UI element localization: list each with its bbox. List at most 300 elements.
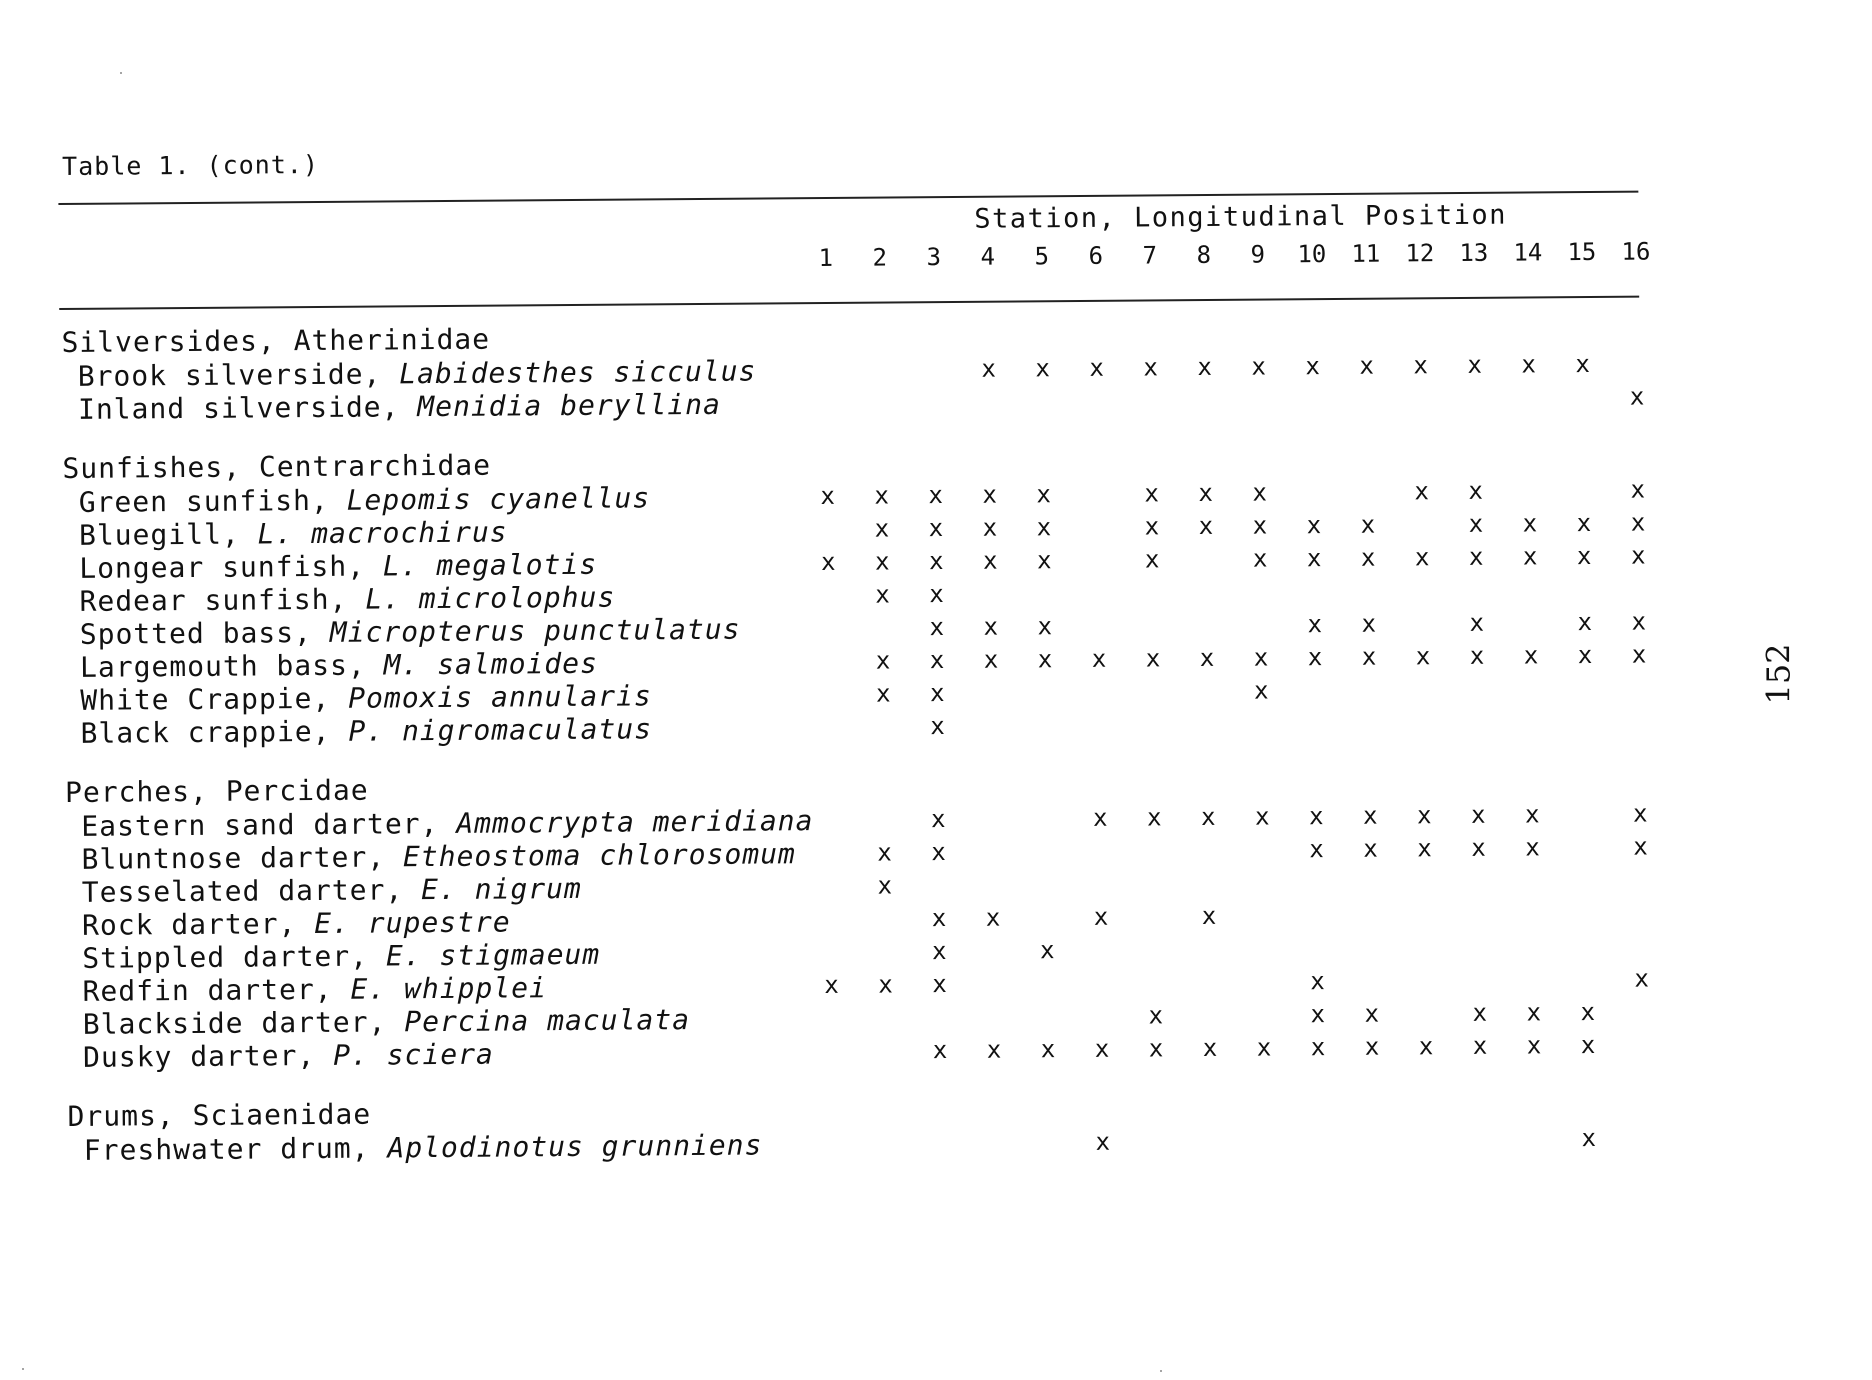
presence-mark: x xyxy=(1471,833,1486,862)
empty-cell xyxy=(1180,609,1234,642)
empty-cell xyxy=(1179,576,1233,609)
presence-mark: x xyxy=(1526,1031,1542,1060)
common-name: Redfin darter, xyxy=(82,972,351,1008)
station-number: 6 xyxy=(1088,241,1104,270)
empty-cell xyxy=(1126,609,1180,642)
presence-mark: x xyxy=(1576,541,1592,571)
station-number: 11 xyxy=(1351,239,1381,268)
presence-mark: x xyxy=(1414,477,1430,506)
empty-cell xyxy=(966,868,1020,901)
empty-cell xyxy=(1018,709,1072,742)
station-number: 15 xyxy=(1567,237,1597,267)
empty-cell xyxy=(856,611,910,644)
empty-cell xyxy=(1178,384,1232,417)
empty-cell xyxy=(1180,675,1234,708)
empty-cell xyxy=(1612,671,1666,704)
empty-cell xyxy=(802,678,856,711)
presence-mark: x xyxy=(874,547,890,576)
presence-mark: x xyxy=(985,903,1001,932)
common-name: Bluntnose darter, xyxy=(81,840,404,876)
table-caption: Table 1. (cont.) xyxy=(61,149,320,181)
empty-cell xyxy=(1342,674,1396,707)
empty-cell xyxy=(965,802,1019,835)
presence-mark: x xyxy=(1308,802,1324,831)
presence-mark: x xyxy=(1092,803,1108,832)
presence-mark: x xyxy=(1364,1032,1380,1061)
station-number: 5 xyxy=(1034,242,1050,271)
presence-mark: x xyxy=(1418,1032,1434,1061)
presence-mark: x xyxy=(931,838,946,867)
presence-mark: x xyxy=(1576,508,1592,538)
empty-cell xyxy=(1292,1124,1346,1157)
presence-mark: x xyxy=(1037,645,1053,674)
empty-cell xyxy=(968,1126,1022,1159)
empty-cell xyxy=(1128,867,1182,900)
empty-cell xyxy=(1238,1124,1292,1157)
empty-cell xyxy=(1236,932,1290,965)
empty-cell xyxy=(1396,706,1450,739)
scan-speck xyxy=(22,1368,24,1370)
presence-mark: x xyxy=(930,712,945,741)
empty-cell xyxy=(967,1000,1021,1033)
empty-cell xyxy=(1398,931,1452,964)
presence-mark: x xyxy=(1523,641,1539,670)
empty-cell xyxy=(1236,866,1290,899)
empty-cell xyxy=(1503,573,1557,606)
empty-cell xyxy=(1614,929,1668,962)
scientific-name: P. sciera xyxy=(332,1037,494,1072)
presence-mark: x xyxy=(986,1035,1002,1064)
empty-cell xyxy=(1614,863,1668,896)
empty-cell xyxy=(1504,606,1558,639)
common-name: Largemouth bass, xyxy=(79,648,384,684)
empty-cell xyxy=(1612,704,1666,737)
empty-cell xyxy=(1234,707,1288,740)
empty-cell xyxy=(1128,900,1182,933)
empty-cell xyxy=(1615,1028,1669,1061)
empty-cell xyxy=(859,1034,913,1067)
empty-cell xyxy=(1504,672,1558,705)
presence-mark: x xyxy=(824,970,839,1000)
presence-mark: x xyxy=(1094,1034,1110,1063)
empty-cell xyxy=(1288,674,1342,707)
scientific-name: E. whipplei xyxy=(350,971,548,1006)
empty-cell xyxy=(1125,576,1179,609)
empty-cell xyxy=(1396,607,1450,640)
empty-cell xyxy=(1071,478,1125,511)
station-number: 8 xyxy=(1196,240,1212,270)
empty-cell xyxy=(1508,1122,1562,1155)
empty-cell xyxy=(1341,575,1395,608)
empty-cell xyxy=(1610,347,1664,380)
scientific-name: Menidia beryllina xyxy=(417,387,722,424)
empty-cell xyxy=(1127,834,1181,867)
empty-cell xyxy=(1449,574,1503,607)
presence-mark: x xyxy=(1630,541,1646,570)
empty-cell xyxy=(801,579,855,612)
family-heading: Silversides, Atherinidae xyxy=(61,322,491,359)
presence-mark: x xyxy=(1630,508,1646,537)
station-number: 13 xyxy=(1459,238,1489,267)
presence-mark: x xyxy=(1197,352,1213,382)
station-number: 14 xyxy=(1513,238,1543,267)
empty-cell xyxy=(1071,544,1125,577)
common-name: Longear sunfish, xyxy=(79,549,383,585)
empty-cell xyxy=(1341,476,1395,509)
station-number: 4 xyxy=(980,242,996,271)
empty-cell xyxy=(1611,572,1665,605)
table-container xyxy=(58,139,1666,1167)
empty-cell xyxy=(1180,708,1234,741)
presence-mark: x xyxy=(930,805,946,834)
scientific-name: L. macrochirus xyxy=(257,515,508,551)
presence-mark: x xyxy=(1199,643,1215,673)
common-name: Inland silverside, xyxy=(77,390,418,426)
empty-cell xyxy=(1344,931,1398,964)
empty-cell xyxy=(1290,899,1344,932)
presence-mark: x xyxy=(1310,967,1325,996)
presence-mark: x xyxy=(1198,511,1214,541)
empty-cell xyxy=(1506,897,1560,930)
presence-mark: x xyxy=(1522,509,1538,538)
empty-cell xyxy=(1286,383,1340,416)
presence-mark: x xyxy=(1200,802,1216,832)
empty-cell xyxy=(1394,382,1448,415)
empty-cell xyxy=(964,709,1018,742)
common-name: Spotted bass, xyxy=(79,615,330,651)
presence-mark: x xyxy=(931,937,947,966)
scientific-name: Lepomis cyanellus xyxy=(346,481,651,517)
empty-cell xyxy=(912,869,966,902)
empty-cell xyxy=(1182,867,1236,900)
empty-cell xyxy=(1182,966,1236,999)
empty-cell xyxy=(1073,835,1127,868)
presence-mark: x xyxy=(874,481,890,510)
common-name: Bluegill, xyxy=(78,517,258,552)
empty-cell xyxy=(1557,573,1611,606)
empty-cell xyxy=(913,1001,967,1034)
presence-mark: x xyxy=(1526,998,1542,1027)
presence-mark: x xyxy=(820,547,836,577)
presence-mark: x xyxy=(1468,509,1484,538)
empty-cell xyxy=(1452,865,1506,898)
presence-mark: x xyxy=(1202,1033,1218,1063)
presence-mark: x xyxy=(1470,800,1486,829)
presence-mark: x xyxy=(1634,964,1649,993)
presence-mark: x xyxy=(1469,608,1485,637)
presence-mark: x xyxy=(1198,478,1214,508)
presence-mark: x xyxy=(1577,607,1593,637)
presence-mark: x xyxy=(875,646,891,675)
empty-cell xyxy=(1560,864,1614,897)
empty-cell xyxy=(1560,963,1614,996)
presence-mark: x xyxy=(1144,479,1160,508)
presence-mark: x xyxy=(983,645,999,674)
empty-cell xyxy=(1287,476,1341,509)
common-name: Redear sunfish, xyxy=(79,582,366,618)
scan-speck xyxy=(120,72,122,74)
empty-cell xyxy=(1614,896,1668,929)
presence-mark: x xyxy=(932,1036,948,1065)
empty-cell xyxy=(1398,865,1452,898)
presence-mark: x xyxy=(1361,642,1377,671)
presence-mark: x xyxy=(1577,640,1593,670)
empty-cell xyxy=(854,386,908,419)
common-name: Tesselated darter, xyxy=(81,873,422,909)
presence-mark: x xyxy=(1310,1033,1326,1062)
presence-mark: x xyxy=(1525,833,1540,862)
empty-cell xyxy=(1019,835,1073,868)
presence-mark: x xyxy=(875,580,890,609)
presence-mark: x xyxy=(929,646,945,675)
presence-mark: x xyxy=(1417,834,1432,863)
presence-mark: x xyxy=(1146,803,1162,832)
presence-mark: x xyxy=(1145,644,1161,673)
empty-cell xyxy=(1502,381,1556,414)
empty-cell xyxy=(1234,608,1288,641)
station-number-row xyxy=(59,229,1664,308)
empty-cell xyxy=(1616,1121,1670,1154)
presence-mark: x xyxy=(1581,1123,1597,1153)
presence-mark: x xyxy=(1251,352,1267,381)
presence-mark: x xyxy=(1037,612,1053,641)
presence-mark: x xyxy=(820,481,836,511)
presence-mark: x xyxy=(1040,1035,1056,1064)
empty-cell xyxy=(1559,798,1613,831)
empty-cell xyxy=(1504,705,1558,738)
empty-cell xyxy=(1506,930,1560,963)
empty-cell xyxy=(1232,383,1286,416)
common-name: Black crappie, xyxy=(80,714,349,750)
empty-cell xyxy=(1128,966,1182,999)
empty-cell xyxy=(1183,999,1237,1032)
presence-mark: x xyxy=(1253,643,1269,672)
empty-cell xyxy=(1017,577,1071,610)
empty-cell xyxy=(1075,1000,1129,1033)
station-number: 12 xyxy=(1405,239,1435,268)
presence-mark: x xyxy=(1632,799,1648,828)
presence-mark: x xyxy=(1254,802,1270,831)
scientific-name: Etheostoma chlorosomum xyxy=(402,837,796,874)
species-name xyxy=(62,612,802,651)
station-number: 3 xyxy=(926,243,942,272)
empty-cell xyxy=(1559,831,1613,864)
family-heading: Drums, Sciaenidae xyxy=(67,1097,372,1133)
empty-cell xyxy=(1340,383,1394,416)
presence-mark: x xyxy=(1360,543,1376,572)
empty-cell xyxy=(854,353,908,386)
common-name: Rock darter, xyxy=(81,907,315,942)
empty-cell xyxy=(1184,1125,1238,1158)
empty-cell xyxy=(1557,474,1611,507)
presence-mark: x xyxy=(877,871,893,900)
empty-cell xyxy=(1233,575,1287,608)
presence-mark: x xyxy=(1580,997,1596,1027)
station-number: 10 xyxy=(1297,240,1327,269)
empty-cell xyxy=(962,385,1016,418)
empty-cell xyxy=(1560,930,1614,963)
species-name xyxy=(66,1128,806,1167)
scientific-name: Micropterus punctulatus xyxy=(329,612,741,649)
empty-cell xyxy=(1342,707,1396,740)
scientific-name: Pomoxis annularis xyxy=(348,679,652,715)
presence-mark: x xyxy=(1256,1033,1272,1062)
presence-mark: x xyxy=(1631,607,1647,636)
empty-cell xyxy=(802,645,856,678)
presence-mark: x xyxy=(1633,832,1648,861)
empty-cell xyxy=(1182,933,1236,966)
empty-cell xyxy=(1072,610,1126,643)
presence-mark: x xyxy=(982,546,998,575)
empty-cell xyxy=(1130,1125,1184,1158)
empty-cell xyxy=(1452,931,1506,964)
presence-mark: x xyxy=(1631,640,1647,669)
empty-cell xyxy=(801,513,855,546)
presence-mark: x xyxy=(1095,1127,1111,1156)
presence-mark: x xyxy=(1524,800,1540,829)
empty-cell xyxy=(1396,673,1450,706)
empty-cell xyxy=(1181,834,1235,867)
empty-cell xyxy=(1398,964,1452,997)
presence-mark: x xyxy=(874,514,890,543)
scientific-name: L. microlophus xyxy=(365,580,616,616)
empty-cell xyxy=(1018,676,1072,709)
empty-cell xyxy=(859,1001,913,1034)
empty-cell xyxy=(860,1127,914,1160)
presence-mark: x xyxy=(1413,351,1429,380)
presence-mark: x xyxy=(1467,350,1483,379)
empty-cell xyxy=(858,935,912,968)
presence-mark: x xyxy=(1468,476,1484,505)
empty-cell xyxy=(1450,673,1504,706)
scientific-name: E. stigmaeum xyxy=(385,937,601,973)
species-name xyxy=(63,837,803,876)
presence-mark: x xyxy=(1359,351,1375,380)
common-name: Freshwater drum, xyxy=(83,1131,388,1167)
empty-cell xyxy=(1070,385,1124,418)
empty-cell xyxy=(966,934,1020,967)
presence-mark: x xyxy=(983,612,999,641)
empty-cell xyxy=(1452,964,1506,997)
empty-cell xyxy=(1452,898,1506,931)
family-heading: Sunfishes, Centrarchidae xyxy=(62,448,492,485)
presence-mark: x xyxy=(878,970,893,999)
empty-cell xyxy=(1344,866,1398,899)
station-number: 9 xyxy=(1250,240,1266,269)
common-name: Eastern sand darter, xyxy=(81,806,457,843)
empty-cell xyxy=(1506,963,1560,996)
empty-cell xyxy=(908,353,962,386)
presence-mark: x xyxy=(1521,350,1537,379)
empty-cell xyxy=(1344,964,1398,997)
empty-cell xyxy=(1128,933,1182,966)
empty-cell xyxy=(1236,899,1290,932)
empty-cell xyxy=(804,936,858,969)
presence-mark: x xyxy=(1091,644,1107,673)
species-name xyxy=(60,387,800,426)
empty-cell xyxy=(1126,708,1180,741)
empty-cell xyxy=(1399,997,1453,1030)
common-name: Brook silverside, xyxy=(77,357,400,393)
scientific-name: Aplodinotus grunniens xyxy=(387,1128,763,1165)
presence-mark: x xyxy=(1252,478,1268,507)
empty-cell xyxy=(963,577,1017,610)
scientific-name: Percina maculata xyxy=(404,1003,691,1039)
presence-mark: x xyxy=(1364,999,1380,1028)
empty-cell xyxy=(1398,898,1452,931)
common-name: Stippled darter, xyxy=(82,939,387,975)
empty-cell xyxy=(965,835,1019,868)
empty-cell xyxy=(1074,868,1128,901)
empty-cell xyxy=(1560,897,1614,930)
scientific-name: P. nigromaculatus xyxy=(348,712,653,748)
empty-cell xyxy=(1395,508,1449,541)
presence-mark: x xyxy=(982,513,998,542)
presence-mark: x xyxy=(1148,1034,1164,1063)
presence-mark: x xyxy=(929,613,945,642)
scientific-name: L. megalotis xyxy=(382,547,598,583)
presence-mark: x xyxy=(1306,511,1322,540)
empty-cell xyxy=(800,354,854,387)
presence-mark: x xyxy=(1363,834,1378,863)
empty-cell xyxy=(1126,675,1180,708)
common-name: Blackside darter, xyxy=(82,1005,405,1041)
empty-cell xyxy=(1615,995,1669,1028)
empty-cell xyxy=(1236,965,1290,998)
empty-cell xyxy=(1395,574,1449,607)
empty-cell xyxy=(1450,706,1504,739)
presence-mark: x xyxy=(1416,801,1432,830)
scientific-name: E. rupestre xyxy=(314,905,511,941)
presence-mark: x xyxy=(1143,353,1159,382)
empty-cell xyxy=(1022,1126,1076,1159)
presence-mark: x xyxy=(1036,513,1052,542)
empty-cell xyxy=(1454,1123,1508,1156)
empty-cell xyxy=(1448,382,1502,415)
presence-mark: x xyxy=(877,838,892,867)
page-number: 152 xyxy=(1759,643,1798,705)
empty-cell xyxy=(805,1035,859,1068)
empty-cell xyxy=(1072,709,1126,742)
empty-cell xyxy=(908,386,962,419)
empty-cell xyxy=(1506,864,1560,897)
empty-cell xyxy=(1179,543,1233,576)
empty-cell xyxy=(1074,934,1128,967)
common-name: Dusky darter, xyxy=(82,1038,334,1074)
presence-mark: x xyxy=(1253,676,1269,705)
presence-mark: x xyxy=(1144,545,1160,574)
presence-mark: x xyxy=(875,679,891,708)
empty-cell xyxy=(1290,932,1344,965)
empty-cell xyxy=(1346,1123,1400,1156)
empty-cell xyxy=(1288,707,1342,740)
presence-mark: x xyxy=(1309,835,1324,864)
presence-mark: x xyxy=(1472,998,1488,1027)
presence-mark: x xyxy=(1307,643,1323,672)
presence-mark: x xyxy=(1036,480,1052,509)
empty-cell xyxy=(1072,676,1126,709)
presence-mark: x xyxy=(1252,544,1268,573)
presence-mark: x xyxy=(928,514,944,543)
presence-mark: x xyxy=(1310,1000,1326,1029)
presence-mark: x xyxy=(981,354,997,383)
empty-cell xyxy=(802,612,856,645)
presence-mark: x xyxy=(1201,901,1217,931)
station-number: 7 xyxy=(1142,241,1158,270)
empty-cell xyxy=(1071,577,1125,610)
station-spanner-header: Station, Longitudinal Position xyxy=(974,199,1508,235)
empty-cell xyxy=(1237,998,1291,1031)
